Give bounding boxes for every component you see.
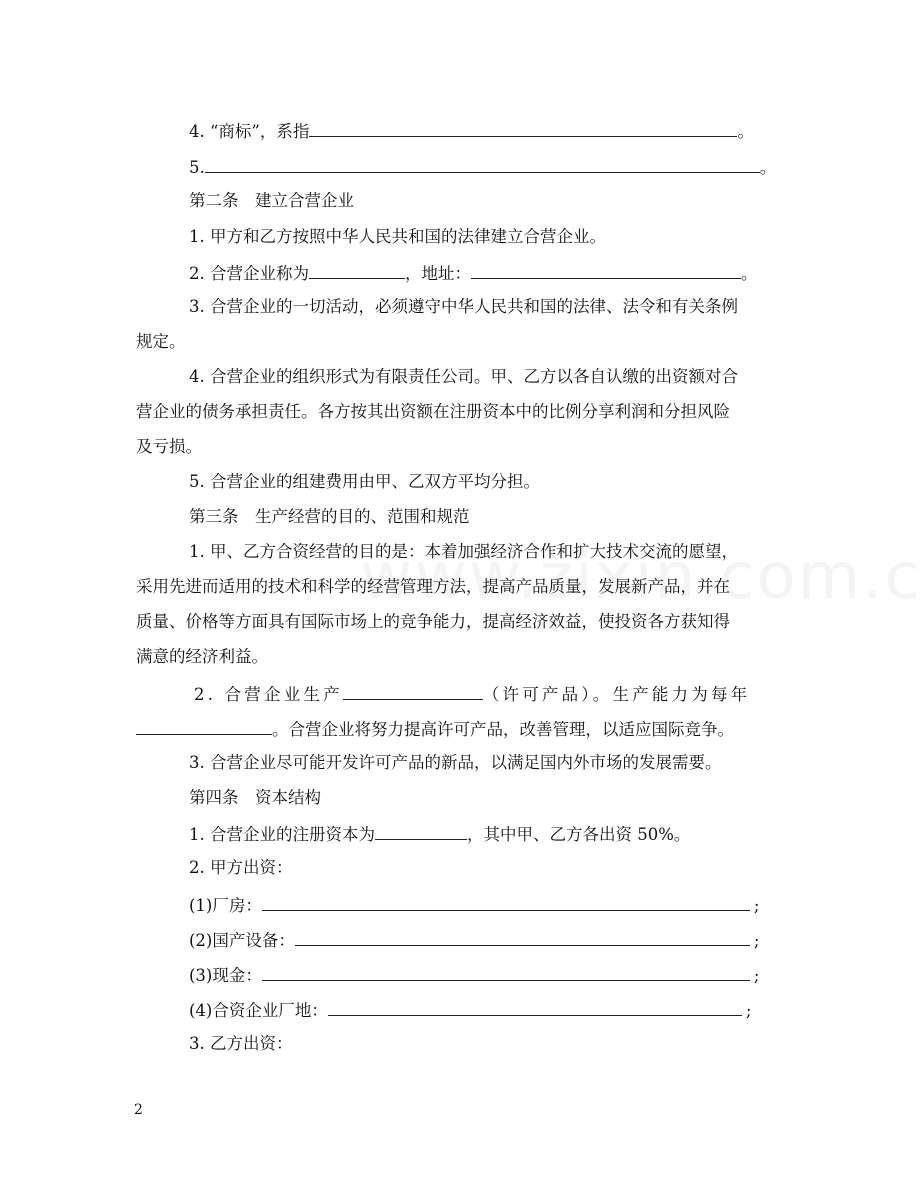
- line-art2-4a: 4. 合营企业的组织形式为有限责任公司。甲、乙方以各自认缴的出资额对合: [189, 367, 738, 386]
- blank-field: [295, 929, 750, 946]
- line-art2-1: 1. 甲方和乙方按照中华人民共和国的法律建立合营企业。: [189, 227, 606, 246]
- line-art2-2: 2. 合营企业称为 ，地址： 。: [189, 264, 758, 283]
- line-art4-1: 1. 合营企业的注册资本为 ，其中甲、乙方各出资 50%。: [189, 825, 691, 844]
- line-art2-4b: 营企业的债务承担责任。各方按其出资额在注册资本中的比例分享利润和分担风险: [136, 402, 730, 421]
- blank-field: [343, 683, 483, 700]
- line-art3-1d: 满意的经济利益。: [136, 647, 268, 666]
- blank-field: [262, 894, 750, 911]
- line-art3-1b: 采用先进而适用的技术和科学的经营管理方法，提高产品质量，发展新产品，并在: [136, 577, 730, 596]
- line-art3-1c: 质量、价格等方面具有国际市场上的竞争能力，提高经济效益，使投资各方获知得: [136, 612, 730, 631]
- blank-field: [309, 262, 405, 279]
- line-art3-2b: 。合营企业将努力提高许可产品，改善管理，以适应国际竞争。: [136, 718, 734, 740]
- blank-field: [328, 999, 742, 1016]
- article-3-heading: 第三条 生产经营的目的、范围和规范: [189, 507, 470, 526]
- article-2-heading: 第二条 建立合营企业: [189, 191, 354, 210]
- line-art2-3a: 3. 合营企业的一切活动，必须遵守中华人民共和国的法律、法令和有关条例: [189, 297, 738, 316]
- line-art2-5: 5. 合营企业的组建费用由甲、乙双方平均分担。: [189, 472, 540, 491]
- line-cash: (3)现金： ;: [189, 966, 760, 985]
- line-art4-2: 2. 甲方出资：: [189, 858, 293, 877]
- blank-field: [375, 823, 467, 840]
- page-number: 2: [134, 1102, 143, 1118]
- line-art4-3: 3. 乙方出资：: [189, 1034, 293, 1053]
- line-art2-3b: 规定。: [136, 332, 186, 351]
- blank-field: [205, 156, 760, 173]
- blank-field: [136, 718, 272, 735]
- article-4-heading: 第四条 资本结构: [189, 788, 321, 807]
- line-art2-4c: 及亏损。: [136, 437, 202, 456]
- line-equipment: (2)国产设备： ;: [189, 931, 760, 950]
- line-factory: (1)厂房： ;: [189, 896, 760, 915]
- line-trademark: 4. “商标”，系指 。: [189, 122, 754, 141]
- line-art3-1a: 1. 甲、乙方合资经营的目的是：本着加强经济合作和扩大技术交流的愿望，: [189, 542, 738, 561]
- blank-field: [309, 120, 737, 137]
- blank-field: [262, 964, 750, 981]
- blank-field: [471, 262, 741, 279]
- line-item-5: 5. 。: [189, 158, 777, 177]
- line-land: (4)合资企业厂地： ;: [189, 1001, 752, 1020]
- line-art3-3: 3. 合营企业尽可能开发许可产品的新品，以满足国内外市场的发展需要。: [189, 753, 722, 772]
- line-art3-2a: 2. 合营企业生产 （许可产品）。生产能力为每年: [194, 685, 751, 704]
